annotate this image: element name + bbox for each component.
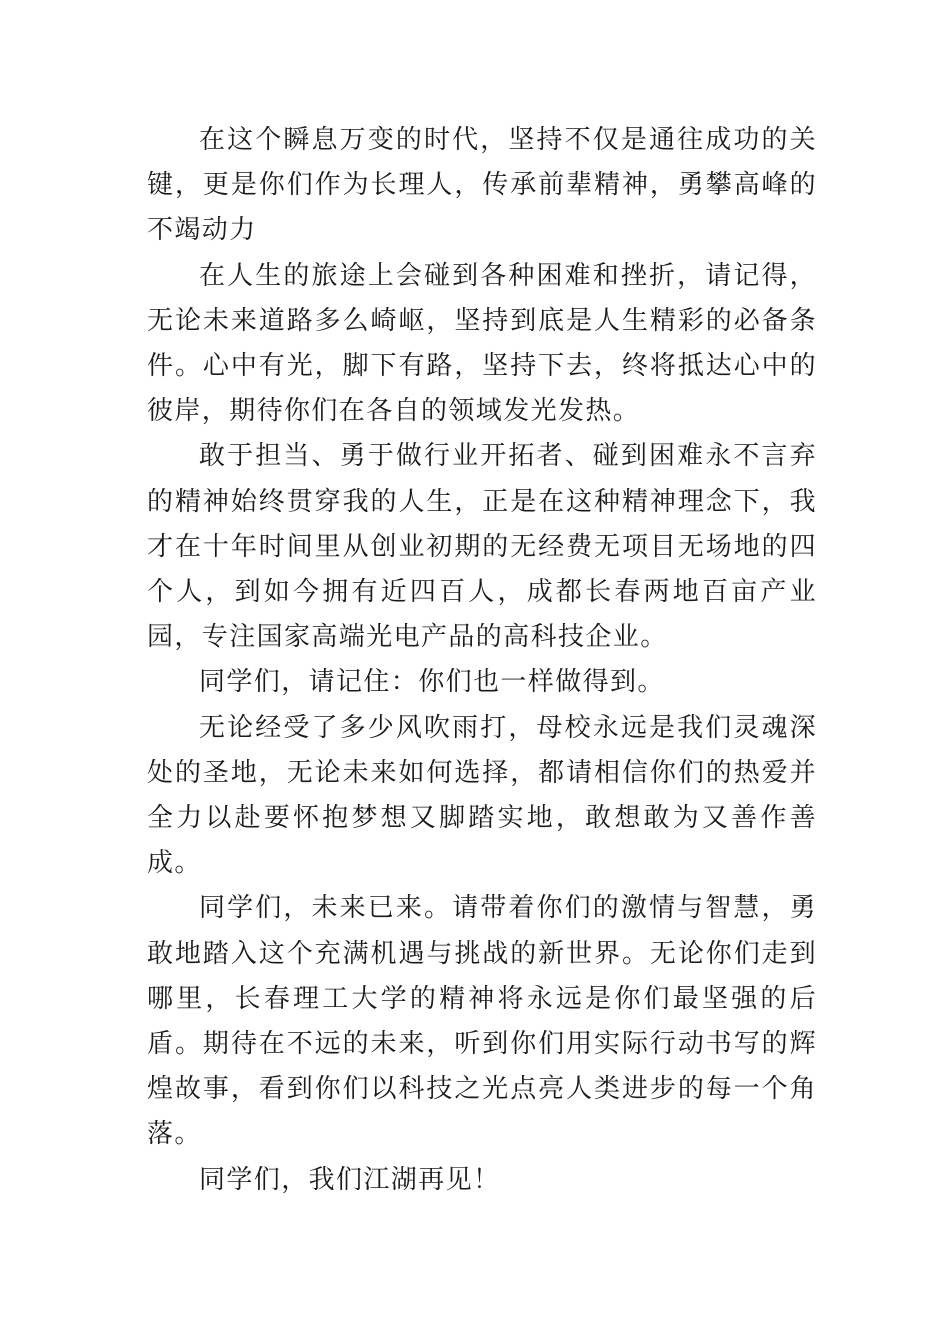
document-page (147, 118, 817, 1203)
paragraph-perseverance: 在这个瞬息万变的时代，坚持不仅是通往成功的关键，更是你们作为长理人，传承前辈精神，勇攀高峰的不竭动力 (147, 125, 817, 246)
paragraph-future: 同学们，未来已来。请带着你们的激情与智慧，勇敢地踏入这个充满机遇与挑战的新世界。无论你们走到哪里，长春理工大学的精神将永远是你们最坚强的后盾。期待在不远的未来，听到你们用实际行动书写的辉煌故事，看到你们以科技之光点亮人类进步的每一个角落。 (147, 893, 817, 1150)
paragraph-alma-mater: 无论经受了多少风吹雨打，母校永远是我们灵魂深处的圣地，无论未来如何选择，都请相信你们的热爱并全力以赴要怀抱梦想又脚踏实地，敢想敢为又善作善成。 (147, 712, 817, 879)
paragraph-farewell: 同学们，我们江湖再见！ (199, 1164, 501, 1195)
paragraph-remember: 同学们，请记住：你们也一样做得到。 (199, 667, 665, 698)
paragraph-life-journey: 在人生的旅途上会碰到各种困难和挫折，请记得，无论未来道路多么崎岖，坚持到底是人生精彩的必备条件。心中有光，脚下有路，坚持下去，终将抵达心中的彼岸，期待你们在各自的领域发光发热。 (147, 260, 817, 427)
paragraph-entrepreneurship: 敢于担当、勇于做行业开拓者、碰到困难永不言弃的精神始终贯穿我的人生，正是在这种精神理念下，我才在十年时间里从创业初期的无经费无项目无场地的四个人，到如今拥有近四百人，成都长春两地百亩产业园，专注国家高端光电产品的高科技企业。 (147, 441, 817, 653)
